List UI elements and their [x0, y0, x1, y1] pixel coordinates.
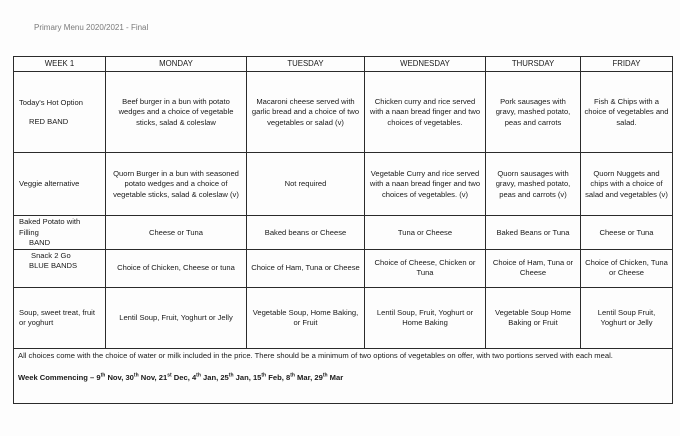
menu-cell: Cheese or Tuna: [581, 216, 673, 250]
band-label-blue: BLUE BANDS: [29, 261, 78, 271]
menu-cell: Quorn sausages with gravy, mashed potato, peas and carrots (v): [486, 153, 581, 216]
day-header-friday: FRIDAY: [581, 57, 673, 72]
menu-cell: Choice of Cheese, Chicken or Tuna: [365, 249, 486, 287]
menu-cell: Baked Beans or Tuna: [486, 216, 581, 250]
day-header-wednesday: WEDNESDAY: [365, 57, 486, 72]
menu-row-snack: [14, 249, 673, 287]
menu-cell: Choice of Ham, Tuna or Cheese: [486, 249, 581, 287]
menu-cell: Quorn Nuggets and chips with a choice of salad and vegetables (v): [581, 153, 673, 216]
header-row: [14, 57, 673, 72]
footer-note: All choices come with the choice of water or milk included in the price. There should be a minimum of two options of vegetables on offer, with two portions served with each meal.: [18, 350, 613, 360]
week-date-day: 30: [125, 373, 134, 383]
week-date: [314, 373, 343, 382]
row-label-hot-option: [14, 72, 106, 153]
row-label-text: Snack 2 Go: [31, 250, 71, 260]
menu-row-baked-potato: [14, 216, 673, 250]
week-date-suffix: th: [322, 372, 328, 379]
week-date-month: Jan,: [233, 373, 253, 383]
week-date-month: Nov,: [105, 373, 126, 383]
menu-cell: Lentil Soup, Fruit, Yoghurt or Home Baking: [365, 287, 486, 348]
row-label-soup: Soup, sweet treat, fruit or yoghurt: [14, 287, 106, 348]
day-header-tuesday: TUESDAY: [247, 57, 365, 72]
week-date-month: Mar: [327, 373, 344, 383]
week-commencing-label: Week Commencing –: [18, 373, 97, 383]
week-date: [220, 373, 253, 382]
week-date-suffix: th: [261, 372, 267, 379]
menu-cell: Tuna or Cheese: [365, 216, 486, 250]
week-date-month: Mar,: [294, 373, 315, 383]
week-date: [286, 373, 314, 382]
week-date: [192, 373, 220, 382]
menu-cell: Fish & Chips with a choice of vegetables and salad.: [581, 72, 673, 153]
week-date-day: 21: [158, 373, 168, 383]
menu-cell: Cheese or Tuna: [106, 216, 247, 250]
week-commencing-line: [18, 373, 668, 383]
week-date-day: 15: [252, 373, 262, 383]
menu-cell: Not required: [247, 153, 365, 216]
document-title: Primary Menu 2020/2021 - Final: [34, 23, 149, 32]
day-header-monday: MONDAY: [106, 57, 247, 72]
menu-row-veggie: [14, 153, 673, 216]
menu-cell: Quorn Burger in a bun with seasoned potato wedges and a choice of vegetable sticks, salad & coleslaw (v): [106, 153, 247, 216]
week-date-month: Dec,: [171, 373, 192, 383]
menu-cell: Vegetable Soup, Home Baking, or Fruit: [247, 287, 365, 348]
week-date-suffix: th: [196, 372, 201, 379]
band-label: BAND: [29, 237, 51, 247]
menu-cell: Choice of Chicken, Cheese or tuna: [106, 249, 247, 287]
day-header-thursday: THURSDAY: [486, 57, 581, 72]
week-date-suffix: th: [133, 372, 139, 379]
week-date-day: 29: [314, 373, 323, 383]
week-date-suffix: th: [100, 372, 106, 379]
menu-cell: Choice of Ham, Tuna or Cheese: [247, 249, 365, 287]
menu-cell: Lentil Soup Fruit, Yoghurt or Jelly: [581, 287, 673, 348]
week-date: [125, 373, 158, 382]
menu-cell: Baked beans or Cheese: [247, 216, 365, 250]
menu-cell: Vegetable Curry and rice served with a naan bread finger and two choices of vegetables. (v): [365, 153, 486, 216]
week-date-month: Nov,: [138, 373, 159, 383]
week-date: [159, 373, 192, 382]
week-date-day: 25: [220, 373, 229, 383]
week-date-month: Feb,: [266, 373, 286, 383]
menu-cell: Vegetable Soup Home Baking or Fruit: [486, 287, 581, 348]
week-header: WEEK 1: [14, 57, 106, 72]
footer-cell: [14, 348, 673, 403]
menu-cell: Chicken curry and rice served with a naan bread finger and two choices of vegetables.: [365, 72, 486, 153]
week-date-day: 4: [191, 373, 197, 383]
row-label-snack: [14, 249, 106, 287]
band-label-red: RED BAND: [29, 116, 69, 126]
menu-row-hot-option: [14, 72, 673, 153]
menu-cell: Macaroni cheese served with garlic bread and a choice of two vegetables or salad (v): [247, 72, 365, 153]
menu-row-soup: [14, 287, 673, 348]
row-label-baked-potato: [14, 216, 106, 250]
week-date-suffix: th: [290, 372, 295, 379]
menu-cell: Choice of Chicken, Tuna or Cheese: [581, 249, 673, 287]
week-date-day: 8: [285, 373, 291, 383]
menu-cell: Beef burger in a bun with potato wedges and a choice of vegetable sticks, salad & coleslaw: [106, 72, 247, 153]
row-label-text: Baked Potato with Filling: [19, 217, 81, 237]
menu-cell: Pork sausages with gravy, mashed potato, peas and carrots: [486, 72, 581, 153]
week-date-suffix: st: [167, 372, 172, 379]
week-dates-list: [96, 373, 343, 382]
menu-cell: Lentil Soup, Fruit, Yoghurt or Jelly: [106, 287, 247, 348]
week-date-suffix: th: [228, 372, 234, 379]
row-label-text: Today's Hot Option: [19, 97, 83, 107]
week-date-day: 9: [96, 373, 101, 383]
footer-row: [14, 348, 673, 403]
week-date-month: Jan,: [200, 373, 221, 383]
week-date: [96, 373, 125, 382]
row-label-veggie: Veggie alternative: [14, 153, 106, 216]
week-date: [253, 373, 286, 382]
menu-table: [13, 56, 673, 404]
